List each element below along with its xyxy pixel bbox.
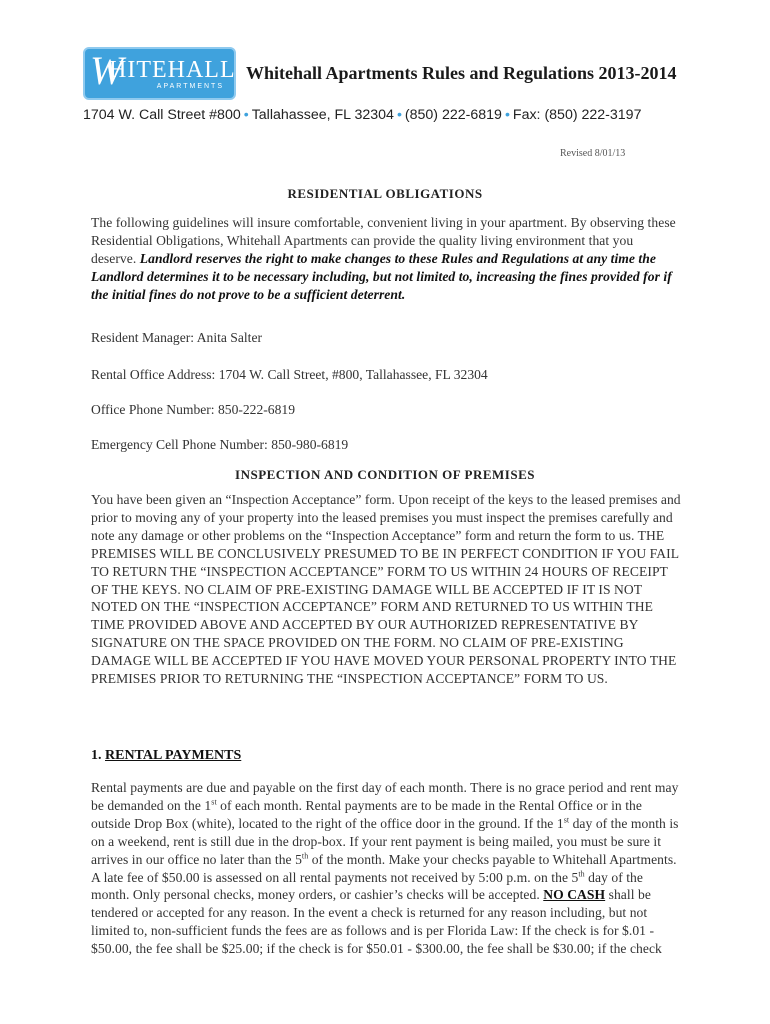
logo-subtitle: APARTMENTS <box>156 83 224 90</box>
rental-text: day of the month is on a weekend, rent is still due in the drop-box. If your rent payment is being mailed, you must be sure it arrives in our office no later than the 5 <box>91 815 679 867</box>
bullet-icon: • <box>243 107 249 123</box>
emergency-phone: Emergency Cell Phone Number: 850-980-6819 <box>91 437 349 452</box>
rental-text: Rental payments are due and payable on the first day of each month. There is no grace period and rent may be demanded on the 1 <box>91 780 679 813</box>
phone: (850) 222-6819 <box>404 107 502 123</box>
whitehall-logo <box>83 47 236 100</box>
section-heading: RENTAL PAYMENTS <box>105 748 242 763</box>
city-state: Tallahassee, FL 32304 <box>251 107 394 123</box>
office-address: Rental Office Address: 1704 W. Call Street, #800, Tallahassee, FL 32304 <box>91 367 488 382</box>
superscript: th <box>301 851 309 861</box>
residential-intro <box>91 214 681 304</box>
superscript: st <box>211 797 217 807</box>
document-title: Whitehall Apartments Rules and Regulations 2013-2014 <box>246 63 677 83</box>
section-number: 1. <box>91 748 105 763</box>
superscript: st <box>563 815 570 825</box>
rental-text: of each month. Rental payments are to be made in the Rental Office or in the outside Drop Box (white), located to the right of the office door in the ground. If the 1 <box>91 797 642 831</box>
rental-text: of the month. Make your checks payable to Whitehall Apartments. A late fee of $50.00 is assessed on all rental payments not received by 5:00 p.m. on the 5 <box>91 851 677 885</box>
intro-bold-text: Landlord reserves the right to make changes to these Rules and Regulations at any time the Landlord determines it to be necessary including, but not limited to, increasing the fines provided for if the initial fines do not prove to be a sufficient deterrent. <box>91 250 672 302</box>
address-line <box>83 107 703 123</box>
inspection-body: You have been given an “Inspection Acceptance” form. Upon receipt of the keys to the leased premises and prior to moving any of your property into the leased premises you must inspect the premises carefully and note any damage or other problems on the “Inspection Acceptance” form and return the form to us. THE PREMISES WILL BE CONCLUSIVELY PRESUMED TO BE IN PERFECT CONDITION IF YOU FAIL TO RETURN THE “INSPECTION ACCEPTANCE” FORM TO US WITHIN 24 HOURS OF RECEIPT OF THE KEYS. NO CLAIM OF PRE-EXISTING DAMAGE WILL BE ACCEPTED IF IT IS NOT NOTED ON THE “INSPECTION ACCEPTANCE” FORM AND RETURNED TO US WITHIN THE TIME PROVIDED ABOVE AND ACCEPTED BY OUR AUTHORIZED REPRESENTATIVE BY SIGNATURE ON THE SPACE PROVIDED ON THE FORM. NO CLAIM OF PRE-EXISTING DAMAGE WILL BE ACCEPTED IF YOU HAVE MOVED YOUR PERSONAL PROPERTY INTO THE PREMISES PRIOR TO RETURNING THE “INSPECTION ACCEPTANCE” FORM TO US. <box>91 492 681 687</box>
fax: Fax: (850) 222-3197 <box>512 107 642 123</box>
no-cash-emphasis: NO CASH <box>543 887 606 903</box>
section-title-inspection: INSPECTION AND CONDITION OF PREMISES <box>235 467 535 482</box>
office-phone: Office Phone Number: 850-222-6819 <box>91 402 295 417</box>
rental-text: shall be tendered or accepted for any reason. In the event a check is returned for any reason including, but not limited to, non-sufficient funds the fees are as follows and is per Florida Law: If the check is for $.01 - $50.00, the fee shall be $25.00; if the check is for $50.01 - $300.00, the fee shall be $30.00; if the check <box>91 887 662 957</box>
section-title-residential: RESIDENTIAL OBLIGATIONS <box>287 186 483 201</box>
logo-w-letter: W <box>90 48 124 93</box>
logo-wordmark: HITEHALL <box>109 57 236 83</box>
rental-payments-body <box>91 779 681 958</box>
bullet-icon: • <box>396 107 402 123</box>
superscript: th <box>578 869 585 878</box>
intro-text: The following guidelines will insure comfortable, convenient living in your apartment. By observing these Residential Obligations, Whitehall Apartments can provide the quality living environment that you deserve. <box>91 215 676 266</box>
rental-payments-heading <box>91 748 241 764</box>
rental-text: day of the month. Only personal checks, money orders, or cashier’s checks will be accepted. <box>91 869 643 903</box>
resident-manager: Resident Manager: Anita Salter <box>91 330 263 345</box>
street-address: 1704 W. Call Street #800 <box>83 107 241 123</box>
bullet-icon: • <box>504 107 510 123</box>
revised-date: Revised 8/01/13 <box>560 148 626 159</box>
